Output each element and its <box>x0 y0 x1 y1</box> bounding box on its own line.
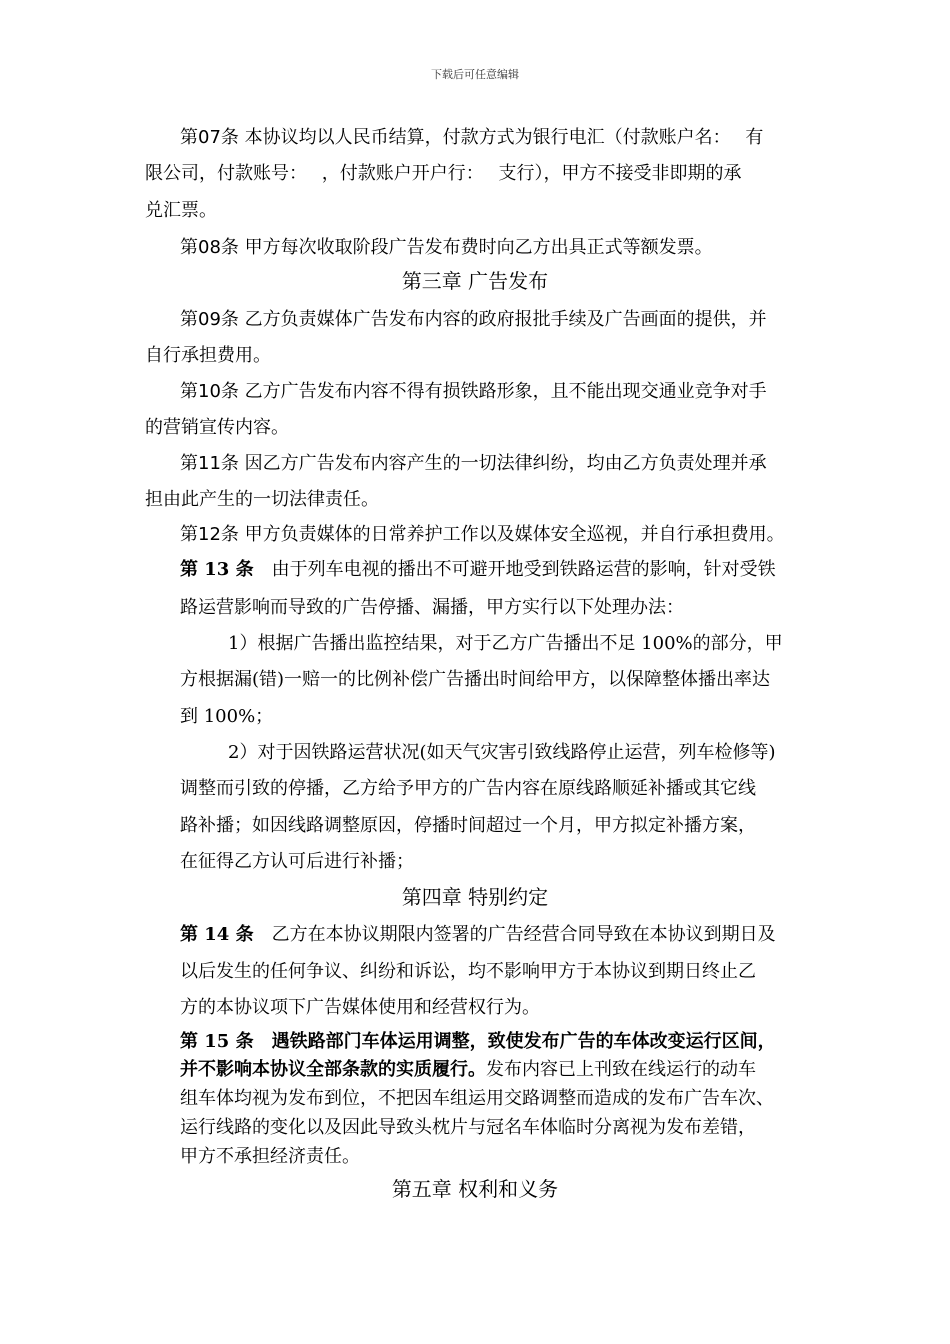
paragraph-line-a15-2 <box>180 1058 756 1082</box>
paragraph-line-a10-1 <box>180 380 767 404</box>
article-number: 第 14 条 <box>180 924 254 945</box>
body-text: 甲方负责媒体的日常养护工作以及媒体安全巡视，并自行承担费用。 <box>238 524 785 545</box>
body-text: 乙方负责媒体广告发布内容的政府报批手续及广告画面的提供，并 <box>238 309 767 330</box>
bold-text: 遇铁路部门车体运用调整，致使发布广告的车体改变运行区间， <box>253 1031 776 1052</box>
paragraph-line-a13-5 <box>180 705 273 729</box>
paragraph-line-a11-2 <box>145 488 379 512</box>
paragraph-line-a13-9 <box>180 850 414 874</box>
body-text: 发布内容已上刊致在线运行的动车 <box>486 1059 756 1080</box>
paragraph-line-a13-8 <box>180 814 756 838</box>
paragraph-line-a07-2 <box>145 162 741 186</box>
article-number: 第11条 <box>180 453 239 474</box>
body-text: 因乙方广告发布内容产生的一切法律纠纷，均由乙方负责处理并承 <box>238 453 767 474</box>
article-number: 第12条 <box>180 524 239 545</box>
paragraph-line-a07-3 <box>145 199 217 223</box>
body-text: 调整而引致的停播，乙方给予甲方的广告内容在原线路顺延补播或其它线 <box>180 778 756 799</box>
body-text: 路运营影响而导致的广告停播、漏播，甲方实行以下处理办法： <box>180 597 684 618</box>
paragraph-line-a11-1 <box>180 452 767 476</box>
paragraph-line-a10-2 <box>145 416 289 440</box>
paragraph-line-a14-1 <box>180 923 776 947</box>
paragraph-line-a09-2 <box>145 344 271 368</box>
paragraph-line-a15-4 <box>180 1116 756 1140</box>
paragraph-line-a15-1 <box>180 1030 776 1054</box>
article-number: 第07条 <box>180 127 239 148</box>
chapter-heading-chapter-5: 第五章 权利和义务 <box>391 1177 559 1201</box>
article-number: 第10条 <box>180 381 239 402</box>
body-text: 由于列车电视的播出不可避开地受到铁路运营的影响，针对受铁 <box>253 559 776 580</box>
paragraph-line-a12-1 <box>180 523 785 547</box>
paragraph-line-a15-5 <box>180 1145 360 1169</box>
body-text: 乙方广告发布内容不得有损铁路形象，且不能出现交通业竞争对手 <box>238 381 767 402</box>
article-number: 第 15 条 <box>180 1031 254 1052</box>
paragraph-line-a13-1 <box>180 558 776 582</box>
body-text: 组车体均视为发布到位，不把因车组运用交路调整而造成的发布广告车次、 <box>180 1088 774 1109</box>
body-text: 方根据漏(错)一赔一的比例补偿广告播出时间给甲方，以保障整体播出率达 <box>180 669 771 690</box>
chapter-heading-chapter-4: 第四章 特别约定 <box>401 885 549 909</box>
body-text: 路补播；如因线路调整原因，停播时间超过一个月，甲方拟定补播方案， <box>180 815 756 836</box>
body-text: 本协议均以人民币结算，付款方式为银行电汇（付款账户名： 有 <box>238 127 764 148</box>
bold-text: 并不影响本协议全部条款的实质履行。 <box>180 1059 486 1080</box>
paragraph-line-a07-1 <box>180 126 763 150</box>
body-text: 到 100%； <box>180 706 274 727</box>
body-text: 乙方在本协议期限内签署的广告经营合同导致在本协议到期日及 <box>253 924 776 945</box>
article-number: 第09条 <box>180 309 239 330</box>
paragraph-line-a14-3 <box>180 996 540 1020</box>
body-text: 限公司，付款账号： ，付款账户开户行： 支行），甲方不接受非即期的承 <box>145 163 742 184</box>
body-text: 2）对于因铁路运营状况(如天气灾害引致线路停止运营，列车检修等) <box>228 742 776 763</box>
body-text: 1）根据广告播出监控结果，对于乙方广告播出不足 100%的部分，甲 <box>228 633 783 654</box>
body-text: 自行承担费用。 <box>145 345 271 366</box>
article-number: 第08条 <box>180 237 239 258</box>
body-text: 担由此产生的一切法律责任。 <box>145 489 379 510</box>
paragraph-line-a13-7 <box>180 777 756 801</box>
paragraph-line-a14-2 <box>180 960 756 984</box>
body-text: 甲方每次收取阶段广告发布费时向乙方出具正式等额发票。 <box>238 237 713 258</box>
paragraph-line-a13-2 <box>180 596 684 620</box>
article-number: 第 13 条 <box>180 559 254 580</box>
paragraph-line-a09-1 <box>180 308 767 332</box>
body-text: 甲方不承担经济责任。 <box>180 1146 360 1167</box>
body-text: 方的本协议项下广告媒体使用和经营权行为。 <box>180 997 540 1018</box>
paragraph-line-a13-4 <box>180 668 770 692</box>
body-text: 的营销宣传内容。 <box>145 417 289 438</box>
body-text: 兑汇票。 <box>145 200 217 221</box>
paragraph-line-a13-3 <box>228 632 783 656</box>
chapter-heading-chapter-3: 第三章 广告发布 <box>401 269 549 293</box>
body-text: 在征得乙方认可后进行补播； <box>180 851 414 872</box>
page-header: 下载后可任意编辑 <box>431 68 519 81</box>
body-text: 以后发生的任何争议、纠纷和诉讼，均不影响甲方于本协议到期日终止乙 <box>180 961 756 982</box>
paragraph-line-a08-1 <box>180 236 713 260</box>
paragraph-line-a15-3 <box>180 1087 774 1111</box>
paragraph-line-a13-6 <box>228 741 776 765</box>
body-text: 运行线路的变化以及因此导致头枕片与冠名车体临时分离视为发布差错， <box>180 1117 756 1138</box>
